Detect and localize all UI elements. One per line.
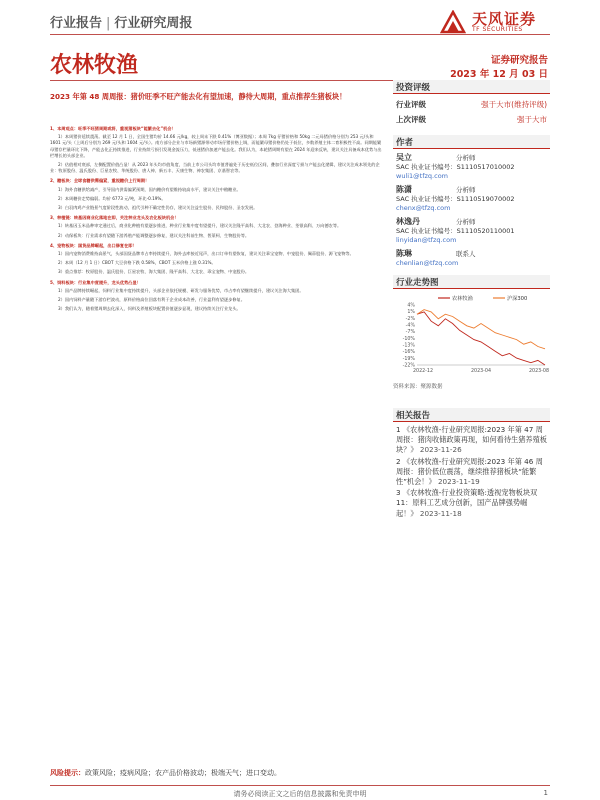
y-tick-label: 1% <box>407 310 415 316</box>
author-role: 分析师 <box>456 154 476 162</box>
footer-disclaimer: 请务必阅读正文之后的信息披露和免责申明 <box>233 790 367 798</box>
related-reports <box>393 408 550 520</box>
y-tick-label: -4% <box>405 323 415 329</box>
logo-name: 天风证券 <box>472 10 537 28</box>
author-entry <box>393 248 550 269</box>
y-tick-label: 4% <box>407 303 415 309</box>
x-tick-label: 2022-12 <box>412 369 434 374</box>
related-report-date: 2023-11-19 <box>437 477 480 487</box>
author-cert: SAC 执业证书编号：S1110517010002 <box>396 163 515 171</box>
risk-text: 政策风险；疫病风险；农产品价格波动；极端天气；进口变动。 <box>85 769 281 777</box>
legend-label: 农林牧渔 <box>452 296 473 302</box>
author-name: 陈潇 <box>396 185 412 194</box>
body-paragraph: 2）国内饲料产量随下游存栏波动，原料价格高位回落有利于企业成本改善，行业盈利有望逐步修复。 <box>58 297 245 303</box>
section-heading: 2、糖板块：全球食糖供需偏紧，重视糖价上行周期！ <box>50 178 150 184</box>
related-heading: 相关报告 <box>393 408 550 422</box>
body-paragraph: 3）我们认为，随着猪周期去化深入，饲料及养殖板块配置价值逐步显现，建议持续关注行业龙头。 <box>58 306 241 312</box>
trend-heading: 行业走势图 <box>393 275 550 289</box>
legend-label: 沪深300 <box>507 296 528 302</box>
report-section: 行业报告 <box>50 16 103 31</box>
body-paragraph: 2）动保板块：行业需求有望随下游养殖产能调整逐步修复，建议关注科前生物、普莱柯、生物股份等。 <box>58 232 250 238</box>
y-tick-label: -10% <box>402 336 415 342</box>
report-type: 证券研究报告 <box>490 55 548 66</box>
page-number: 1 <box>543 789 548 797</box>
body-paragraph: 2）估值相对底部，左侧配置价值凸显！从 2023 年头均市值角度，当前上市公司头均市值普遍处于历史低位区间，叠加行业深度亏损与产能去化逻辑，建议关注成本领先的企业：牧原股份、温氏股份、巨星农牧、华统股份、唐人神、新五丰、天康生物、神农集团、京基智农等。 <box>50 162 380 174</box>
industry-rating-label: 行业评级 <box>396 100 426 109</box>
logo-sub: TF SECURITIES <box>472 26 523 33</box>
author-name: 陈琳 <box>396 249 412 258</box>
author-email[interactable]: chenx@tfzq.com <box>396 204 451 212</box>
rating-heading: 投资评级 <box>393 80 550 94</box>
header-divider <box>50 34 550 35</box>
prev-rating-value: 强于大市 <box>517 115 547 124</box>
report-subsection: 行业研究周报 <box>114 16 193 31</box>
risk-note <box>50 768 281 778</box>
sidebar <box>393 80 550 292</box>
body-paragraph: 3）重点推荐：牧原股份、温氏股份、巨星农牧、海大集团、隆平高科、大北农、乖宝宠物、中宠股份。 <box>58 269 250 275</box>
related-report-date: 2023-11-18 <box>419 508 462 518</box>
body-paragraph: 3）白羽肉鸡产业链景气度阶段性波动，祖代引种不确定性仍存，建议关注益生股份、民和股份、圣农发展。 <box>58 205 258 211</box>
body-paragraph: 1）国内宠物消费维持高景气，头部国货品牌市占率持续提升，海外去库接近尾声，出口订单有望恢复，建议关注乖宝宠物、中宠股份、佩蒂股份、源飞宠物等。 <box>58 251 354 257</box>
body-text <box>50 122 385 315</box>
company-logo <box>440 8 550 36</box>
y-tick-label: -16% <box>402 350 415 356</box>
x-tick-label: 2023-08 <box>528 369 550 374</box>
logo-mark-icon <box>440 10 466 34</box>
author-entry <box>393 152 550 182</box>
series-line-1 <box>417 310 545 349</box>
author-role: 分析师 <box>456 186 476 194</box>
y-tick-label: -22% <box>402 363 415 369</box>
section-heading: 5、饲料板块：行业集中度提升，龙头优势凸显！ <box>50 279 141 285</box>
y-tick-label: -19% <box>402 356 415 362</box>
body-paragraph: 2）本周糖价走势偏弱。均价 6773 元/吨，环比-0.19%。 <box>58 195 166 201</box>
industry-rating-row <box>393 97 550 112</box>
section-heading: 3、种植链：转基因商业化落地在即，关注种业龙头及农化板块机会！ <box>50 215 179 221</box>
x-tick-label: 2023-04 <box>470 369 492 374</box>
authors-list <box>393 152 550 269</box>
report-subtitle: 2023 年第 48 周周报：猪价旺季不旺产能去化有望加速，静待大周期，重点推荐生猪板块！ <box>50 92 347 101</box>
author-cert: SAC 执业证书编号：S1110519070002 <box>396 195 515 203</box>
authors-heading: 作者 <box>393 135 550 149</box>
risk-label: 风险提示： <box>50 769 85 777</box>
trend-chart-svg <box>393 293 550 378</box>
author-cert: SAC 执业证书编号：S1110520110001 <box>396 227 515 235</box>
body-paragraph: 1）国产品牌持续崛起，饲料行业集中度持续提升，头部企业依托规模、研发与服务优势，市占率有望继续提升，建议关注海大集团。 <box>58 287 304 293</box>
author-email[interactable]: wuli1@tfzq.com <box>396 172 449 180</box>
prev-rating-row <box>393 112 550 127</box>
author-entry <box>393 184 550 214</box>
related-report-title[interactable]: 2 《农林牧渔-行业研究周报:2023 年第 46 周周报：猪价低位震荡，继续推荐猪板块“能繁性”机会！》 <box>396 456 543 487</box>
series-line-0 <box>417 312 545 365</box>
trend-chart <box>393 293 550 378</box>
y-tick-label: -13% <box>402 343 415 349</box>
prev-rating-label: 上次评级 <box>396 115 426 124</box>
body-paragraph: 2）本周（12 月 1 日）CBOT 大豆价格下跌 0.58%，CBOT 玉米价格上涨 0.31%。 <box>58 260 216 266</box>
chart-source: 资料来源：聚源数据 <box>393 384 443 390</box>
report-date: 2023 年 12 月 03 日 <box>450 69 548 80</box>
author-name: 吴立 <box>396 153 412 162</box>
body-paragraph: 1）本周猪价延续震荡。截至 12 月 1 日，全国生猪均价 14.66 元/kg，较上周末下跌 0.41%（博亚数据）；本周 7kg 仔猪价格和 50kg 二元母猪价格分别为 253 元/头和 1601 元/头（上周后分别为 269 元/头和 1604 元/头）。南方部分企业与市场新猪源带动市场仔猪价格上调，而能繁母猪价格仍处于低位，多数养殖主体二育积极性不高。同期能繁母猪存栏量环比下降，产能去化正持续推进，行业持续亏损引发现金流压力，低迷猪价加速产能去化。我们认为，本轮猪周期有望在 2024 年迎来反转，建议关注具备成本优势与出栏增长的头部企业。 <box>50 134 382 158</box>
related-report-item[interactable] <box>393 488 550 519</box>
section-heading: 1、本周观点：旺季不旺猪周期或将，重视猪板块“能繁去化”机会！ <box>50 126 176 131</box>
author-role: 分析师 <box>456 218 476 226</box>
industry-rating-value: 强于大市(维持评级) <box>481 100 547 109</box>
related-report-title[interactable]: 1 《农林牧渔-行业研究周报:2023 年第 47 周周报：猪肉收储政策再现，如何看待生猪养殖板块？》 <box>396 425 547 455</box>
header-separator: | <box>106 16 111 31</box>
body-paragraph: 1）转基因玉米品种审定通过后，商业化种植有望逐步推进，种业行业集中度有望提升，建议关注隆平高科、大北农、登海种业、荃银高科、万向德农等。 <box>58 223 342 229</box>
author-name: 林逸丹 <box>396 217 420 226</box>
author-role: 联系人 <box>456 250 476 258</box>
related-report-item[interactable] <box>393 457 550 488</box>
related-report-title[interactable]: 3 《农林牧渔-行业投资策略:透视宠物板块双 11：原料工艺成分创新，国产品牌强势崛起！》 <box>396 488 538 518</box>
y-tick-label: -2% <box>405 316 415 322</box>
related-report-item[interactable] <box>393 425 550 456</box>
related-report-date: 2023-11-26 <box>419 445 462 455</box>
footer-divider <box>50 785 550 786</box>
report-header <box>50 12 192 31</box>
page-title: 农林牧渔 <box>50 53 139 78</box>
body-paragraph: 1）海外食糖供给减产，引导国内供需偏紧预期，国内糖价有望维持较高水平，建议关注中粮糖业。 <box>58 186 241 192</box>
author-entry <box>393 216 550 246</box>
author-email[interactable]: linyidan@tfzq.com <box>396 236 457 244</box>
section-heading: 4、宠物板块：国货品牌崛起，出口修复在即！ <box>50 242 137 248</box>
related-list <box>393 425 550 519</box>
y-tick-label: -7% <box>405 330 415 336</box>
author-email[interactable]: chenlian@tfzq.com <box>396 259 459 267</box>
